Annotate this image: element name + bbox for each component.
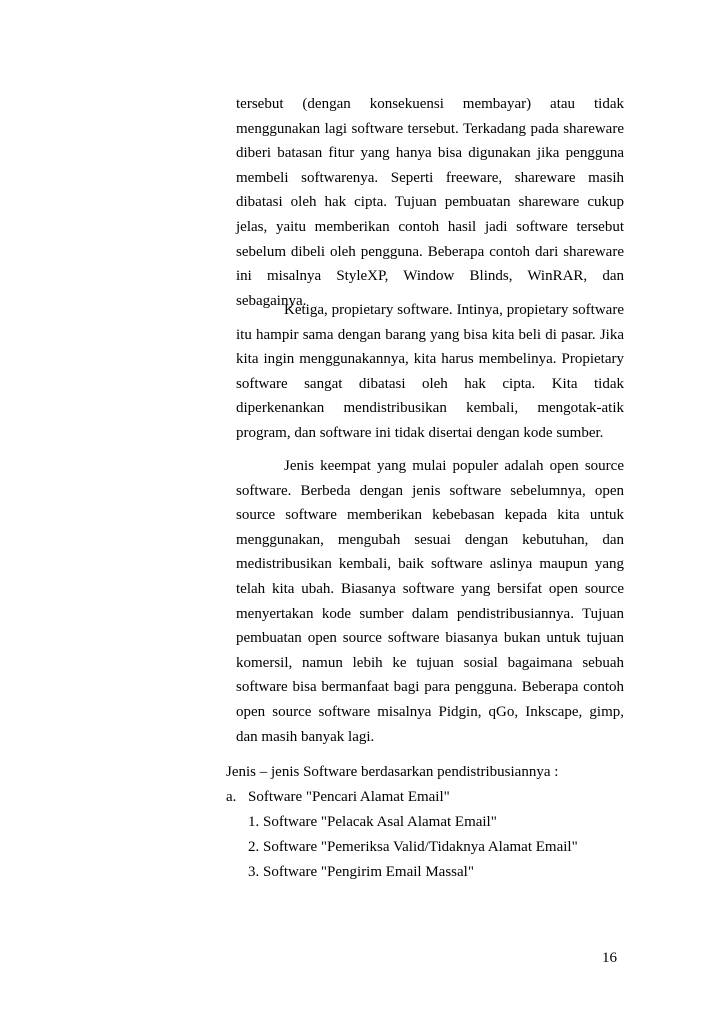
paragraph-shareware: tersebut (dengan konsekuensi membayar) atau tidak menggunakan lagi software tersebut. Terkadang pada shareware diberi batasan fitur yang hanya bisa digunakan jika pengguna membeli softwarenya. Seperti freeware, shareware masih dibatasi oleh hak cipta. Tujuan pembuatan shareware cukup jelas, yaitu memberikan contoh hasil jadi software tersebut sebelum dibeli oleh pengguna. Beberapa contoh dari shareware ini misalnya StyleXP, Window Blinds, WinRAR, dan sebagainya.: [236, 96, 624, 309]
list-item-a: [226, 785, 450, 810]
list-item-label: Software "Pencari Alamat Email": [248, 789, 450, 805]
list-heading: Jenis – jenis Software berdasarkan pendistribusiannya :: [226, 764, 559, 780]
paragraph-proprietary: Ketiga, propietary software. Intinya, propietary software itu hampir sama dengan barang yang bisa kita beli di pasar. Jika kita ingin menggunakannya, kita harus membelinya. Propietary software sangat dibatasi oleh hak cipta. Kita tidak diperkenankan mendistribusikan kembali, mengotak-atik program, dan software ini tidak disertai dengan kode sumber.: [236, 302, 624, 441]
sub-list-item: 3. Software "Pengirim Email Massal": [248, 864, 474, 880]
page-number: 16: [602, 950, 617, 966]
paragraph-open-source: Jenis keempat yang mulai populer adalah open source software. Berbeda dengan jenis software sebelumnya, open source software memberikan kebebasan kepada kita untuk menggunakan, mengubah sesuai dengan kebutuhan, dan medistribusikan kembali, baik software aslinya maupun yang telah kita ubah. Biasanya software yang bersifat open source menyertakan kode sumber dalam pendistribusiannya. Tujuan pembuatan open source software biasanya bukan untuk tujuan komersil, namun lebih ke tujuan sosial bagaimana sebuah software bisa bermanfaat bagi para pengguna. Beberapa contoh open source software misalnya Pidgin, qGo, Inkscape, gimp, dan masih banyak lagi.: [236, 458, 624, 745]
sub-list-item: 1. Software "Pelacak Asal Alamat Email": [248, 814, 497, 830]
sub-list-item: 2. Software "Pemeriksa Valid/Tidaknya Alamat Email": [248, 839, 578, 855]
list-marker: a.: [226, 789, 237, 805]
